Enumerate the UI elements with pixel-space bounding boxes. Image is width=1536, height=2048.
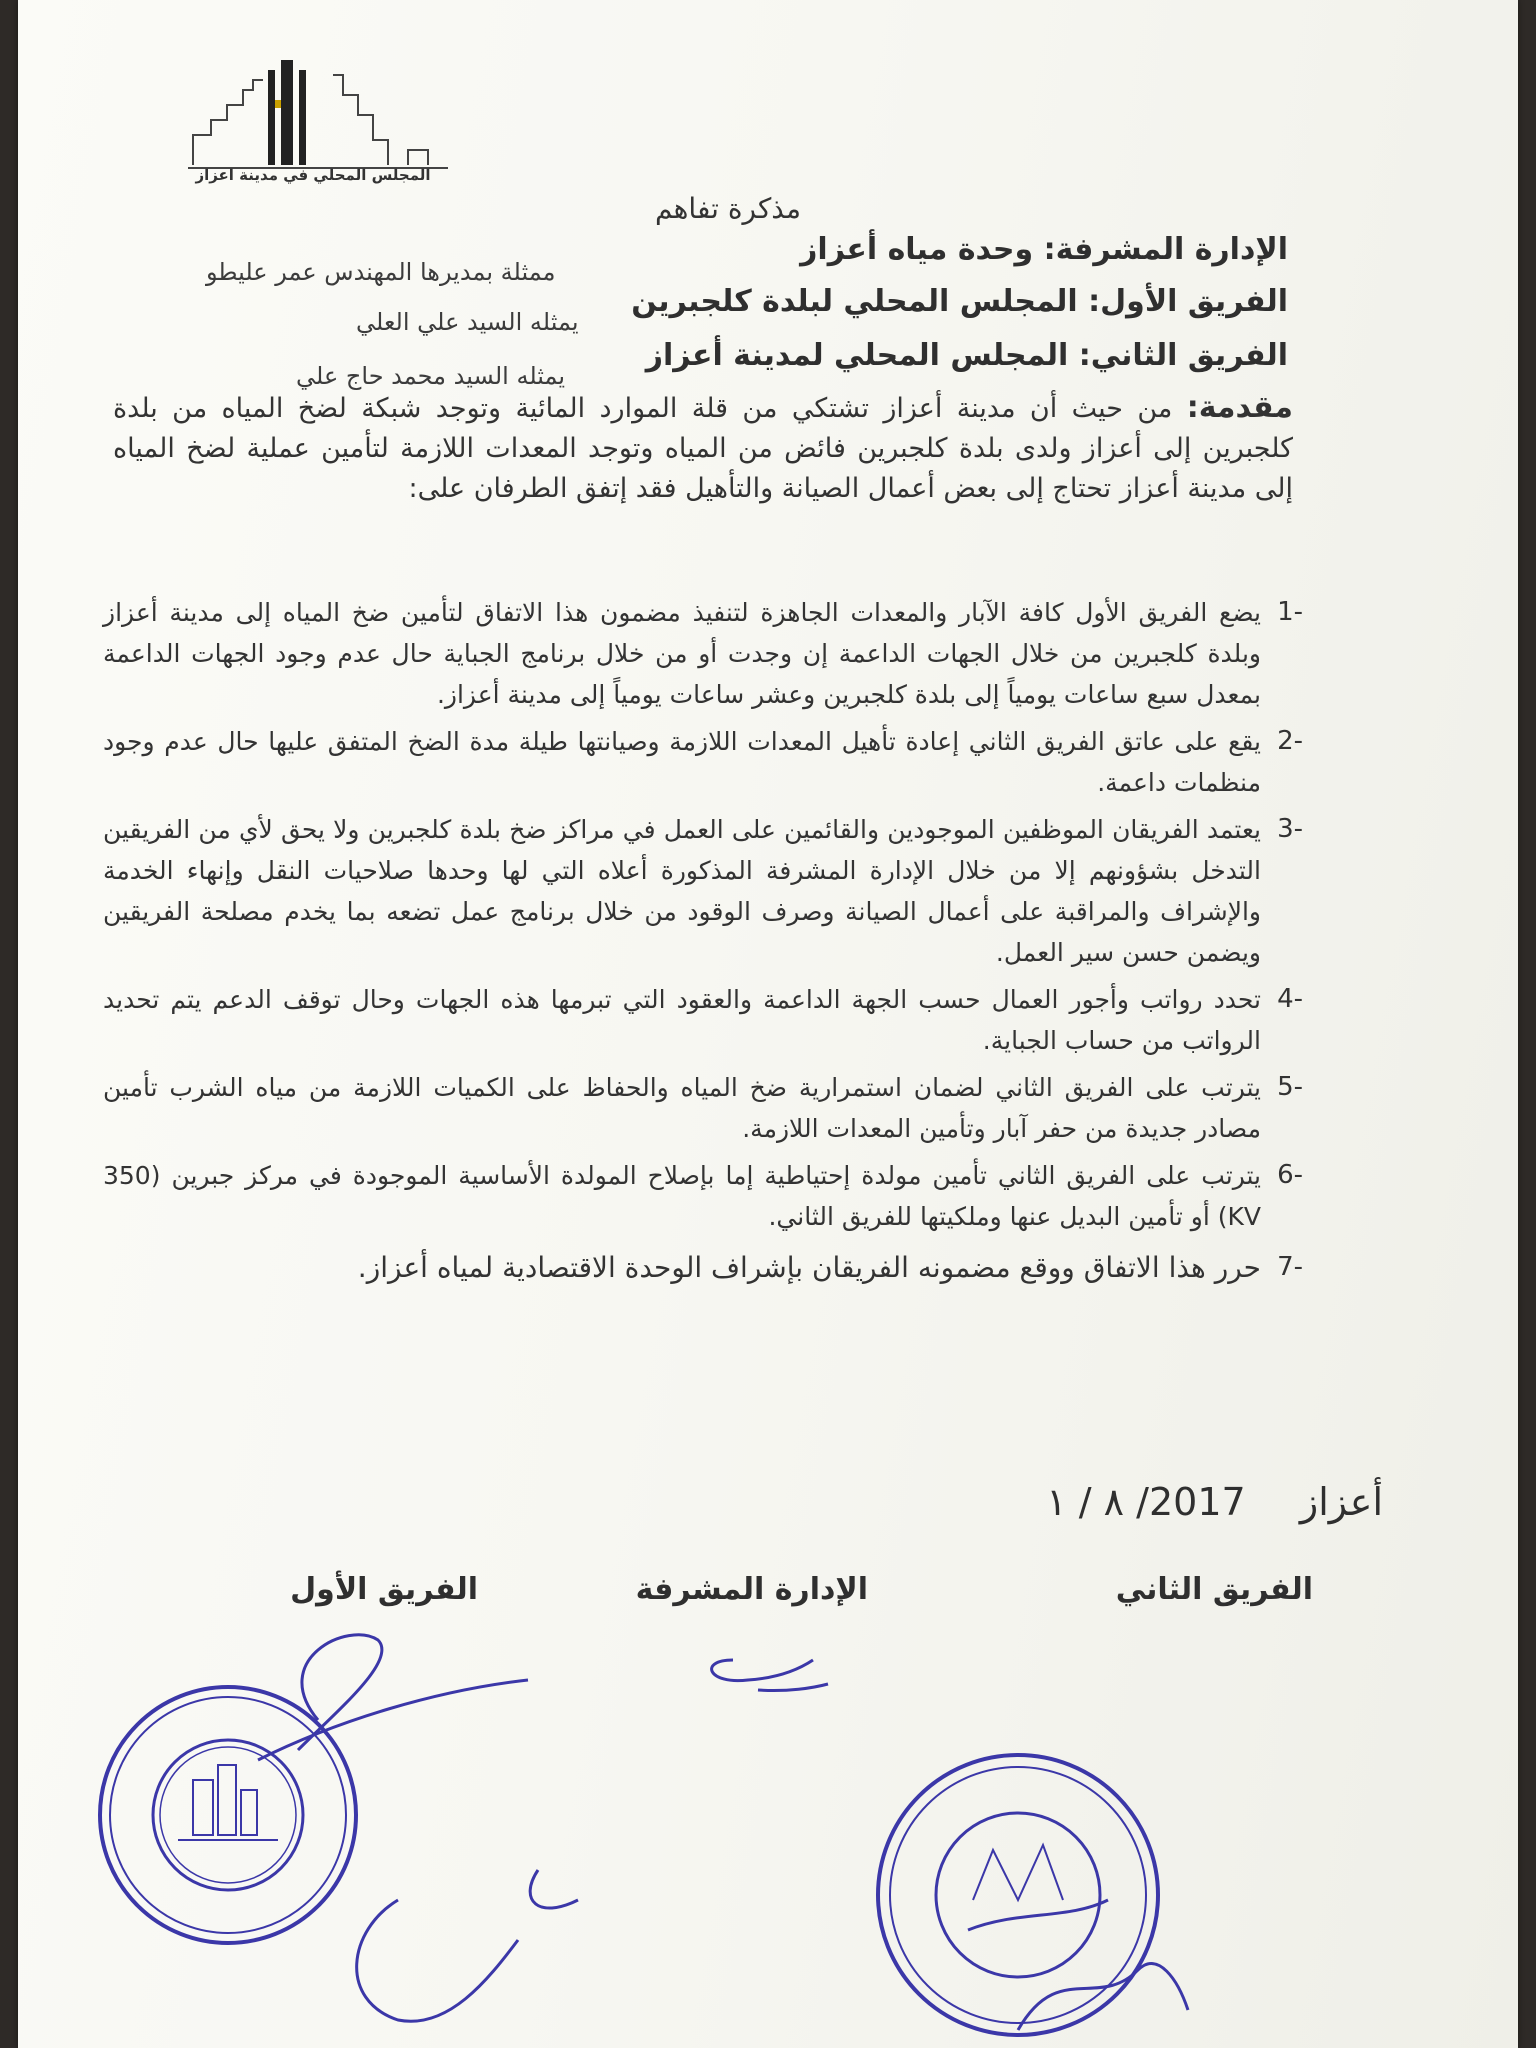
party-two-signature xyxy=(1018,1964,1188,2030)
clause-3 xyxy=(103,809,1303,973)
introduction-text: من حيث أن مدينة أعزاز تشتكي من قلة الموارد المائية وتوجد شبكة لضخ المياه من بلدة كلجبرين إلى أعزاز ولدى بلدة كلجبرين فائض من المياه وتوجد المعدات اللازمة لتأمين عملية لضخ المياه إلى مدينة أعزاز تحتاج إلى بعض أعمال الصيانة والتأهيل فقد إتفق الطرفان على: xyxy=(113,393,1293,504)
supervising-signature-label: الإدارة المشرفة xyxy=(635,1572,868,1607)
clause-text: يقع على عاتق الفريق الثاني إعادة تأهيل المعدات اللازمة وصيانتها طيلة مدة الضخ المتفق عليها حال عدم وجود منظمات داعمة. xyxy=(103,727,1261,797)
clause-4 xyxy=(103,979,1303,1061)
clause-text: حرر هذا الاتفاق ووقع مضمونه الفريقان بإشراف الوحدة الاقتصادية لمياه أعزاز. xyxy=(357,1251,1261,1284)
place-and-date xyxy=(1046,1480,1383,1524)
supervising-value: وحدة مياه أعزاز xyxy=(800,232,1034,267)
party-one-signature xyxy=(258,1635,578,2021)
clause-number: -6 xyxy=(1277,1160,1303,1190)
memorandum-page xyxy=(18,0,1518,2048)
party-one-label: الفريق الأول: xyxy=(1088,284,1288,319)
party-two-signature-label: الفريق الثاني xyxy=(1115,1572,1313,1607)
introduction xyxy=(113,388,1293,509)
clause-5 xyxy=(103,1067,1303,1149)
party-one-row xyxy=(631,284,1288,319)
supervising-signature xyxy=(712,1660,828,1691)
clause-6 xyxy=(103,1155,1303,1237)
date: 2017/ ٨ / ١ xyxy=(1046,1480,1246,1524)
clause-number: -2 xyxy=(1277,726,1303,756)
clause-number: -4 xyxy=(1277,984,1303,1014)
supervising-rep: ممثلة بمديرها المهندس عمر عليطو xyxy=(206,258,556,286)
supervising-row xyxy=(800,232,1288,267)
clause-text: يعتمد الفريقان الموظفين الموجودين والقائمين على العمل في مراكز ضخ بلدة كلجبرين ولا يحق لأي من الفريقين التدخل بشؤونهم إلا من خلال الإدارة المشرفة المذكورة أعلاه التي لها وحدها صلاحيات النقل وإنهاء الخدمة والإشراف والمراقبة على أعمال الصيانة وصرف الوقود من خلال برنامج عمل تضعه بما يخدم مصلحة الفريقين ويضمن حسن سير العمل. xyxy=(103,815,1261,967)
clause-7 xyxy=(103,1247,1303,1288)
clause-1 xyxy=(103,592,1303,715)
supervising-label: الإدارة المشرفة: xyxy=(1043,232,1288,267)
clause-number: -7 xyxy=(1277,1252,1303,1282)
clause-text: يضع الفريق الأول كافة الآبار والمعدات الجاهزة لتنفيذ مضمون هذا الاتفاق لتأمين ضخ المياه إلى مدينة أعزاز وبلدة كلجبرين من خلال الجهات الداعمة إن وجدت أو من خلال برنامج الجباية حال عدم وجود الجهات الداعمة بمعدل سبع ساعات يومياً إلى بلدة كلجبرين وعشر ساعات يومياً إلى مدينة أعزاز. xyxy=(103,598,1261,709)
document-title: مذكرة تفاهم xyxy=(655,192,801,225)
stamp-right xyxy=(878,1755,1158,2035)
party-two-rep: يمثله السيد محمد حاج علي xyxy=(296,362,566,390)
clause-number: -1 xyxy=(1277,597,1303,627)
party-two-value: المجلس المحلي لمدينة أعزاز xyxy=(645,338,1069,373)
party-one-rep: يمثله السيد علي العلي xyxy=(356,308,579,336)
stamp-left xyxy=(100,1687,356,1943)
party-one-signature-label: الفريق الأول xyxy=(290,1572,478,1607)
place: أعزاز xyxy=(1299,1480,1383,1524)
clause-2 xyxy=(103,721,1303,803)
party-two-row xyxy=(646,338,1288,373)
signatures-area xyxy=(18,1600,1518,2048)
party-one-value: المجلس المحلي لبلدة كلجبرين xyxy=(631,284,1078,319)
party-two-label: الفريق الثاني: xyxy=(1078,338,1288,373)
logo-caption: المجلس المحلي في مدينة اعزاز xyxy=(195,166,431,184)
clause-text: يترتب على الفريق الثاني لضمان استمرارية ضخ المياه والحفاظ على الكميات اللازمة من مياه الشرب تأمين مصادر جديدة من حفر آبار وتأمين المعدات اللازمة. xyxy=(103,1073,1261,1143)
clause-number: -3 xyxy=(1277,814,1303,844)
clause-text: يترتب على الفريق الثاني تأمين مولدة إحتياطية إما بإصلاح المولدة الأساسية الموجودة في مركز جبرين (350 KV) أو تأمين البديل عنها وملكيتها للفريق الثاني. xyxy=(103,1161,1261,1231)
introduction-label: مقدمة: xyxy=(1186,390,1293,425)
clauses-list xyxy=(103,592,1303,1294)
clause-text: تحدد رواتب وأجور العمال حسب الجهة الداعمة والعقود التي تبرمها هذه الجهات وحال توقف الدعم يتم تحديد الرواتب من حساب الجباية. xyxy=(103,985,1261,1055)
clause-number: -5 xyxy=(1277,1072,1303,1102)
